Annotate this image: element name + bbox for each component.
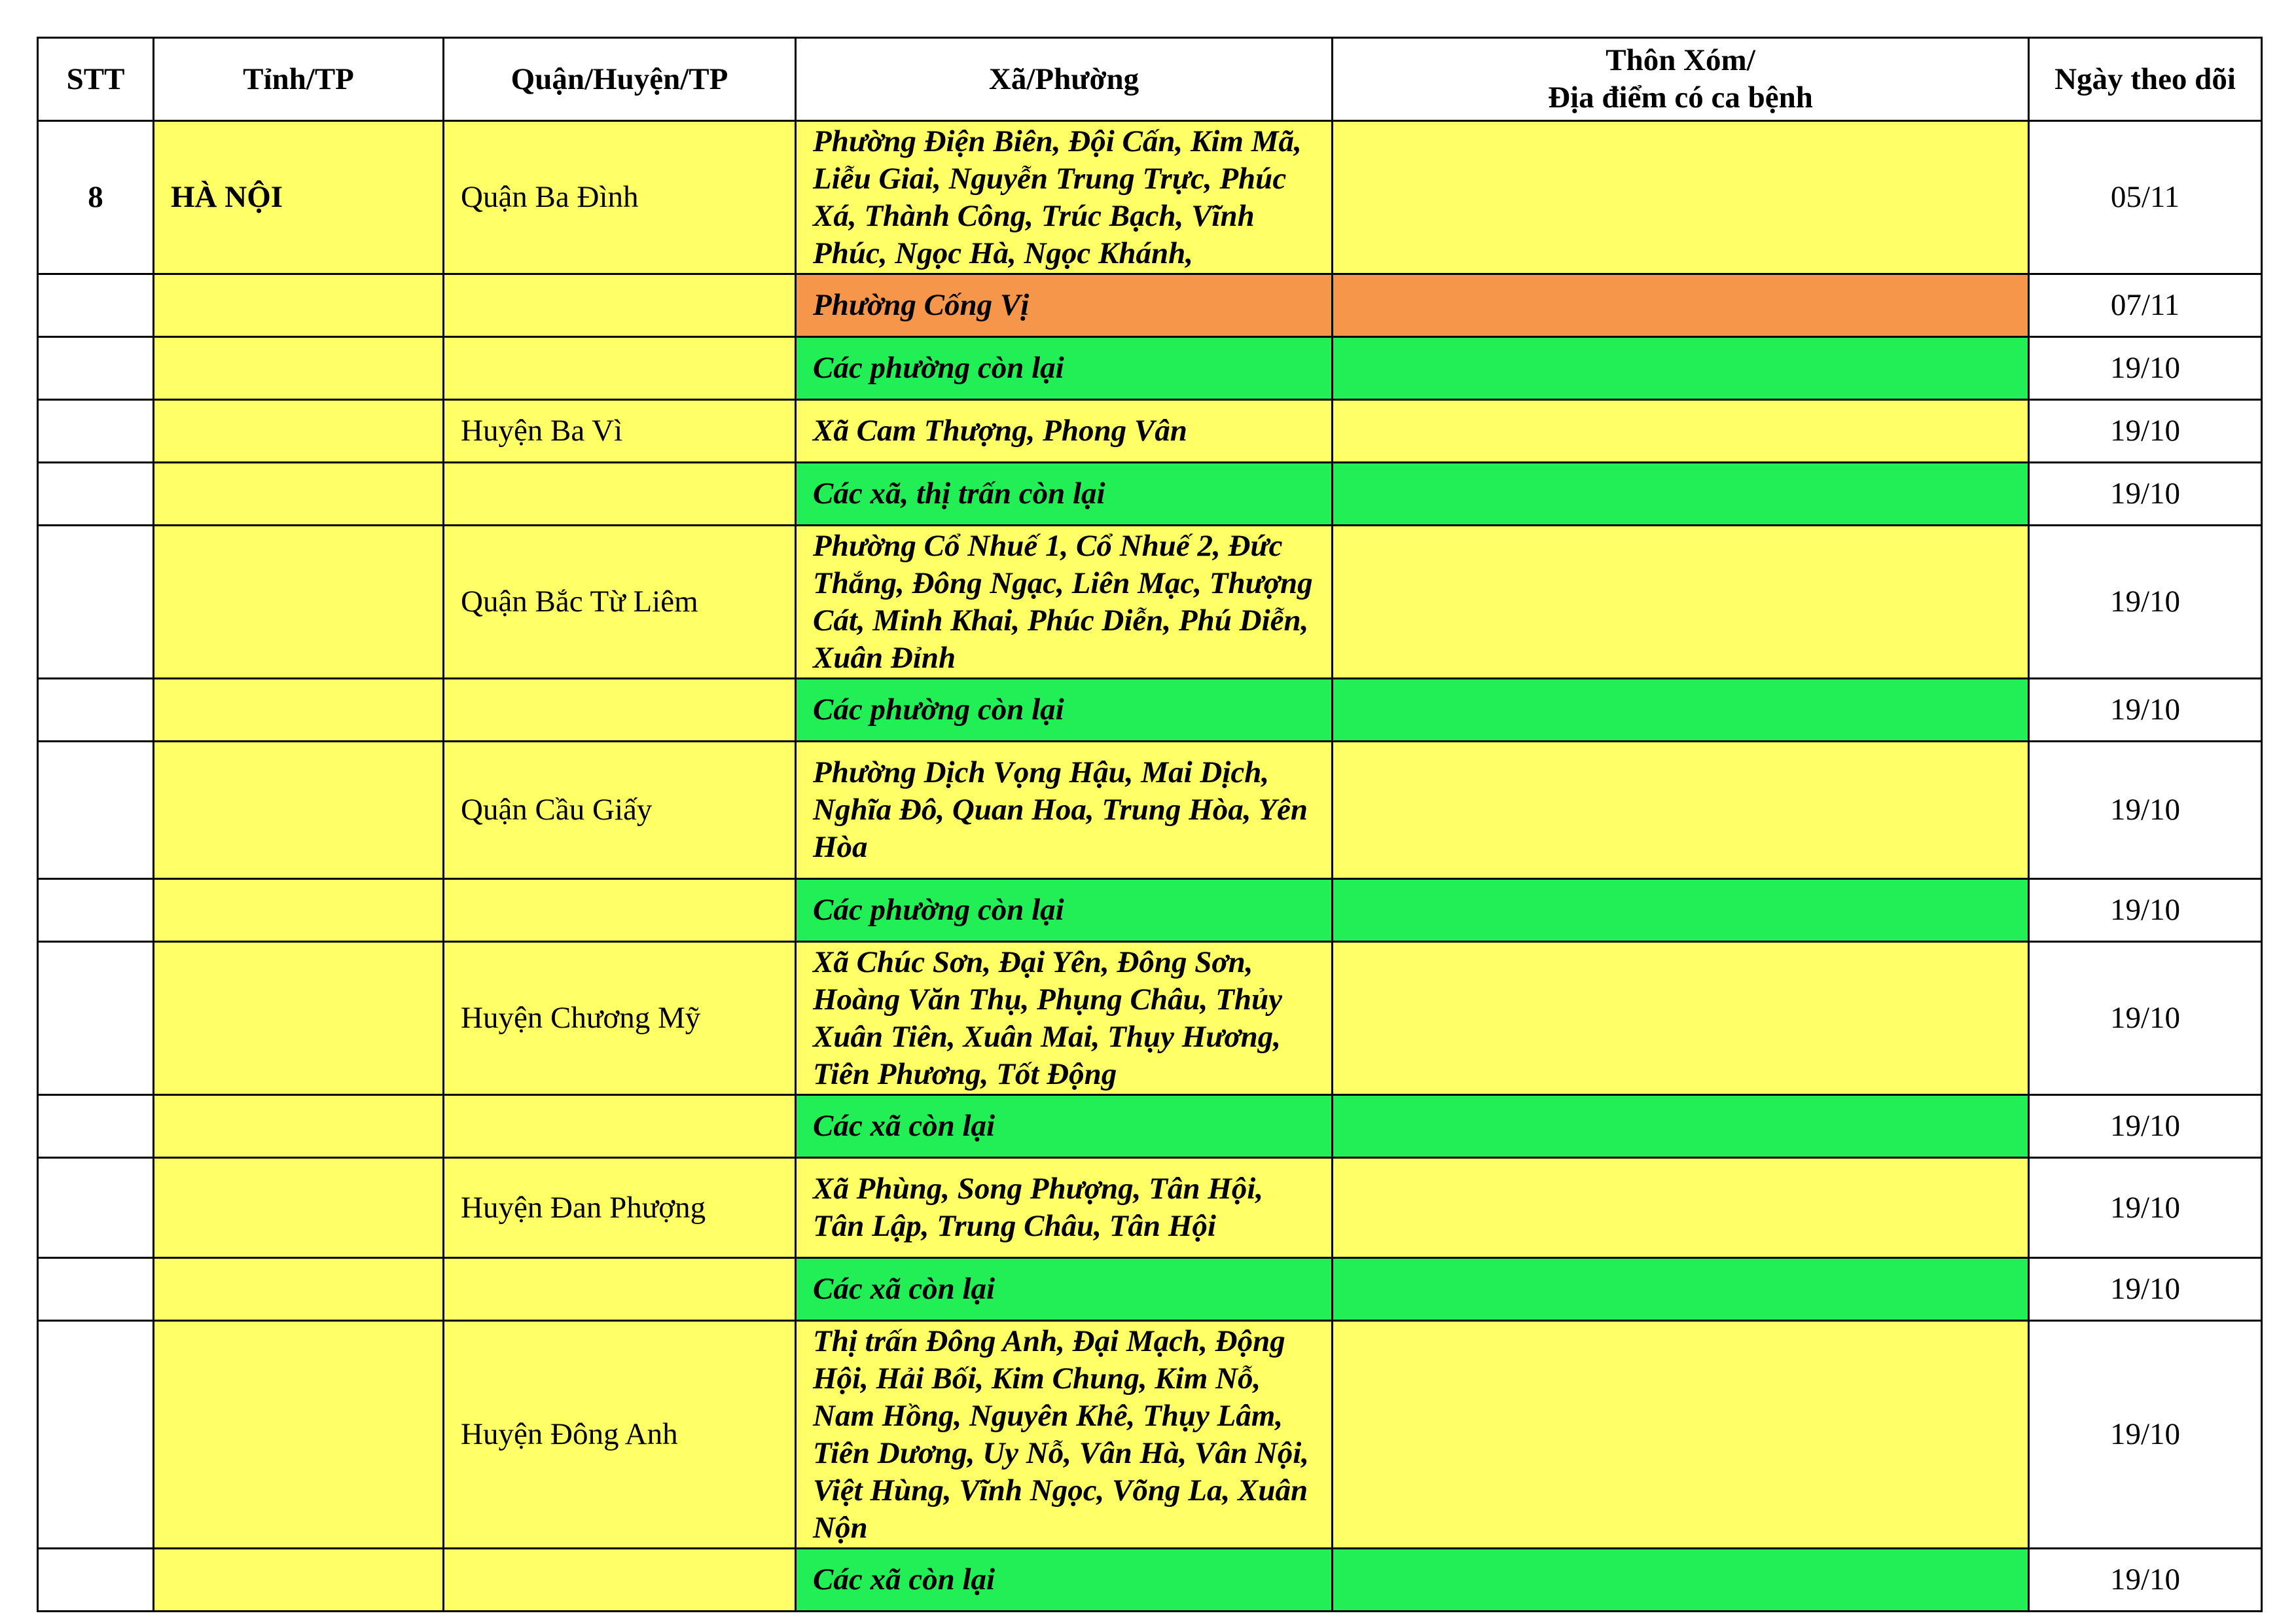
cell-stt <box>38 274 154 337</box>
cell-quan <box>444 463 796 526</box>
table-row <box>38 679 2262 742</box>
cell-tinh <box>154 679 444 742</box>
cell-thon <box>1333 1258 2029 1321</box>
cell-tinh <box>154 942 444 1095</box>
cell-stt <box>38 1258 154 1321</box>
table-row <box>38 1258 2262 1321</box>
cell-tinh <box>154 274 444 337</box>
cell-quan <box>444 679 796 742</box>
cell-ngay: 19/10 <box>2029 879 2262 942</box>
cell-ngay: 19/10 <box>2029 1258 2262 1321</box>
cell-quan <box>444 879 796 942</box>
cell-thon <box>1333 742 2029 879</box>
cell-thon <box>1333 1158 2029 1258</box>
cell-ngay: 07/11 <box>2029 274 2262 337</box>
cell-stt <box>38 526 154 679</box>
cell-xa: Các xã còn lại <box>796 1095 1333 1158</box>
covid-zone-table <box>37 37 2263 1612</box>
cell-thon <box>1333 463 2029 526</box>
header-tinh: Tỉnh/TP <box>154 38 444 121</box>
cell-xa: Các xã còn lại <box>796 1258 1333 1321</box>
cell-quan: Quận Bắc Từ Liêm <box>444 526 796 679</box>
cell-xa: Xã Cam Thượng, Phong Vân <box>796 400 1333 463</box>
cell-xa: Các xã còn lại <box>796 1549 1333 1612</box>
header-ngay: Ngày theo dõi <box>2029 38 2262 121</box>
cell-thon <box>1333 121 2029 274</box>
cell-ngay: 19/10 <box>2029 400 2262 463</box>
cell-quan: Quận Ba Đình <box>444 121 796 274</box>
cell-quan <box>444 274 796 337</box>
cell-stt <box>38 337 154 400</box>
cell-tinh <box>154 463 444 526</box>
table-row <box>38 121 2262 274</box>
cell-tinh <box>154 1158 444 1258</box>
cell-stt <box>38 463 154 526</box>
cell-tinh <box>154 1549 444 1612</box>
cell-quan: Huyện Ba Vì <box>444 400 796 463</box>
cell-quan: Quận Cầu Giấy <box>444 742 796 879</box>
cell-xa: Các phường còn lại <box>796 879 1333 942</box>
cell-quan <box>444 1549 796 1612</box>
cell-thon <box>1333 942 2029 1095</box>
cell-stt <box>38 1158 154 1258</box>
table-row <box>38 400 2262 463</box>
cell-quan: Huyện Chương Mỹ <box>444 942 796 1095</box>
header-row <box>38 38 2262 121</box>
cell-quan <box>444 337 796 400</box>
cell-thon <box>1333 1321 2029 1549</box>
cell-tinh: HÀ NỘI <box>154 121 444 274</box>
cell-ngay: 19/10 <box>2029 742 2262 879</box>
cell-ngay: 19/10 <box>2029 1158 2262 1258</box>
cell-xa: Xã Phùng, Song Phượng, Tân Hội, Tân Lập, Trung Châu, Tân Hội <box>796 1158 1333 1258</box>
header-thon-line1: Thôn Xóm/ <box>1605 43 1755 77</box>
cell-stt: 8 <box>38 121 154 274</box>
table-row <box>38 1549 2262 1612</box>
cell-xa: Phường Điện Biên, Đội Cấn, Kim Mã, Liễu Giai, Nguyễn Trung Trực, Phúc Xá, Thành Công, Trúc Bạch, Vĩnh Phúc, Ngọc Hà, Ngọc Khánh, <box>796 121 1333 274</box>
cell-tinh <box>154 1258 444 1321</box>
cell-xa: Thị trấn Đông Anh, Đại Mạch, Động Hội, Hải Bối, Kim Chung, Kim Nỗ, Nam Hồng, Nguyên Khê, Thụy Lâm, Tiên Dương, Uy Nỗ, Vân Hà, Vân Nội, Việt Hùng, Vĩnh Ngọc, Võng La, Xuân Nộn <box>796 1321 1333 1549</box>
table-row <box>38 337 2262 400</box>
cell-xa: Phường Cống Vị <box>796 274 1333 337</box>
cell-tinh <box>154 400 444 463</box>
zone-table-sheet <box>37 37 2263 1612</box>
cell-thon <box>1333 879 2029 942</box>
cell-xa: Xã Chúc Sơn, Đại Yên, Đông Sơn, Hoàng Văn Thụ, Phụng Châu, Thủy Xuân Tiên, Xuân Mai, Thụy Hương, Tiên Phương, Tốt Động <box>796 942 1333 1095</box>
table-row <box>38 526 2262 679</box>
table-row <box>38 1095 2262 1158</box>
cell-ngay: 19/10 <box>2029 526 2262 679</box>
cell-stt <box>38 879 154 942</box>
table-row <box>38 1158 2262 1258</box>
table-row <box>38 879 2262 942</box>
cell-quan <box>444 1258 796 1321</box>
cell-ngay: 19/10 <box>2029 1095 2262 1158</box>
cell-stt <box>38 1549 154 1612</box>
cell-stt <box>38 742 154 879</box>
cell-ngay: 19/10 <box>2029 679 2262 742</box>
header-stt: STT <box>38 38 154 121</box>
cell-tinh <box>154 526 444 679</box>
cell-quan: Huyện Đông Anh <box>444 1321 796 1549</box>
cell-quan <box>444 1095 796 1158</box>
cell-stt <box>38 400 154 463</box>
cell-stt <box>38 942 154 1095</box>
cell-tinh <box>154 879 444 942</box>
cell-xa: Phường Dịch Vọng Hậu, Mai Dịch, Nghĩa Đô, Quan Hoa, Trung Hòa, Yên Hòa <box>796 742 1333 879</box>
cell-xa: Các phường còn lại <box>796 679 1333 742</box>
cell-tinh <box>154 1095 444 1158</box>
cell-thon <box>1333 337 2029 400</box>
cell-ngay: 19/10 <box>2029 1549 2262 1612</box>
cell-xa: Các xã, thị trấn còn lại <box>796 463 1333 526</box>
cell-thon <box>1333 1549 2029 1612</box>
cell-thon <box>1333 274 2029 337</box>
cell-ngay: 19/10 <box>2029 337 2262 400</box>
header-xa: Xã/Phường <box>796 38 1333 121</box>
cell-ngay: 19/10 <box>2029 1321 2262 1549</box>
cell-thon <box>1333 679 2029 742</box>
table-row <box>38 742 2262 879</box>
cell-stt <box>38 1095 154 1158</box>
table-row <box>38 942 2262 1095</box>
header-thon-line2: Địa điểm có ca bệnh <box>1548 81 1813 115</box>
cell-ngay: 19/10 <box>2029 463 2262 526</box>
header-quan: Quận/Huyện/TP <box>444 38 796 121</box>
table-row <box>38 1321 2262 1549</box>
cell-tinh <box>154 742 444 879</box>
cell-ngay: 19/10 <box>2029 942 2262 1095</box>
header-thon <box>1333 38 2029 121</box>
cell-xa: Phường Cổ Nhuế 1, Cổ Nhuế 2, Đức Thắng, Đông Ngạc, Liên Mạc, Thượng Cát, Minh Khai, Phúc Diễn, Phú Diễn, Xuân Đỉnh <box>796 526 1333 679</box>
cell-tinh <box>154 337 444 400</box>
cell-quan: Huyện Đan Phượng <box>444 1158 796 1258</box>
cell-stt <box>38 679 154 742</box>
cell-thon <box>1333 400 2029 463</box>
table-row <box>38 463 2262 526</box>
cell-xa: Các phường còn lại <box>796 337 1333 400</box>
cell-thon <box>1333 526 2029 679</box>
table-row <box>38 274 2262 337</box>
cell-thon <box>1333 1095 2029 1158</box>
cell-ngay: 05/11 <box>2029 121 2262 274</box>
cell-stt <box>38 1321 154 1549</box>
cell-tinh <box>154 1321 444 1549</box>
